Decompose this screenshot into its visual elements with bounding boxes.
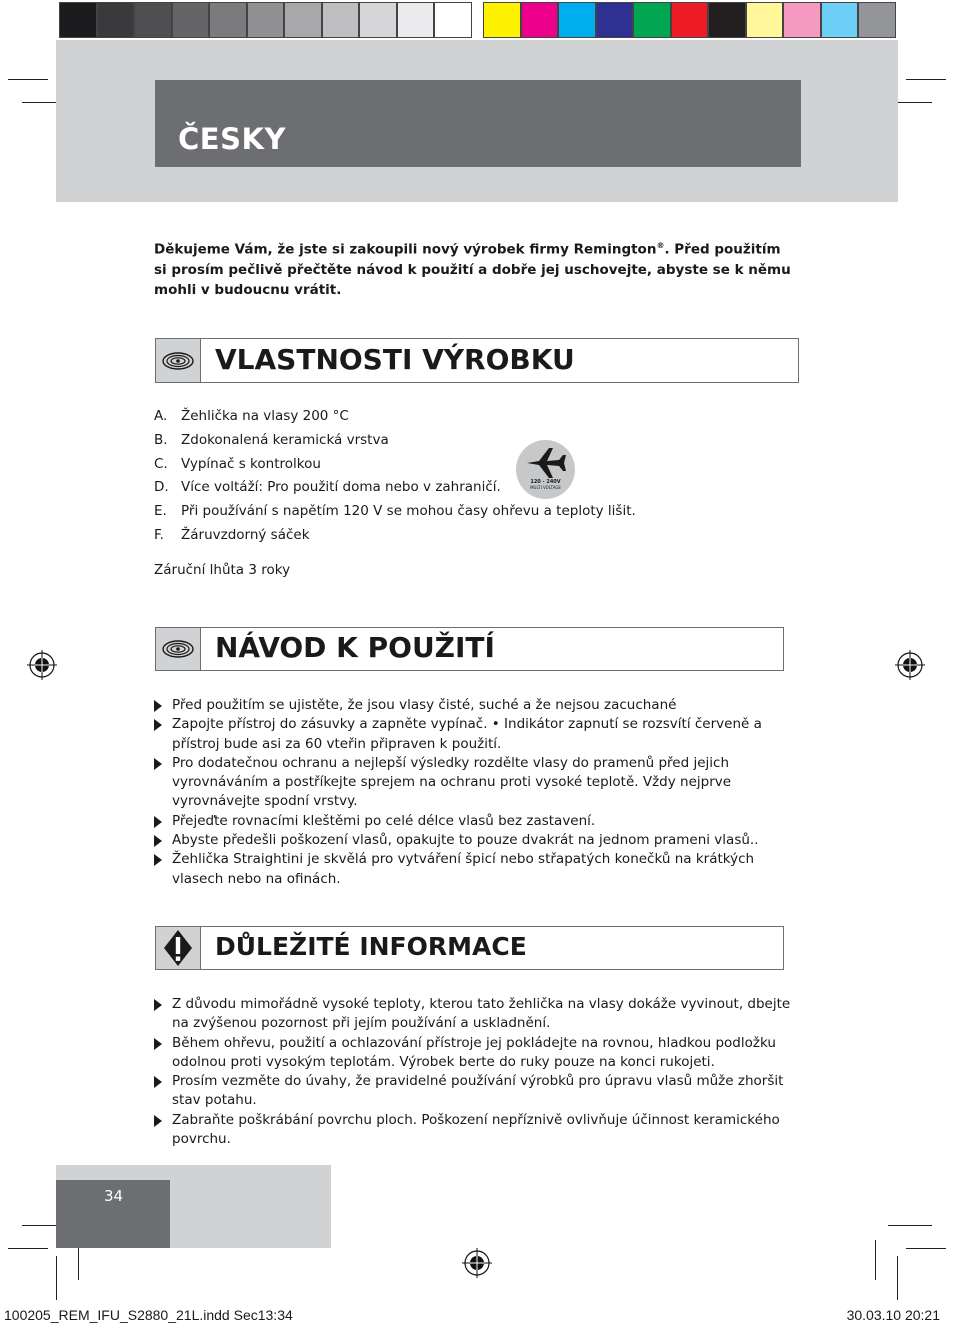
crop-mark [56, 1256, 57, 1300]
section-header-important [155, 926, 784, 970]
footer-date: 30.03.10 20:21 [846, 1307, 940, 1323]
registered-mark: ® [656, 241, 665, 250]
registration-mark-icon [895, 650, 925, 680]
bullet-arrow-icon [154, 816, 162, 828]
feature-letter: F. [154, 527, 164, 543]
list-item-text: Přejeďte rovnacími kleštěmi po celé délce vlasů bez zastavení. [172, 812, 596, 829]
list-item-text: Zapojte přístroj do zásuvky a zapněte vypínač. • Indikátor zapnutí se rozsvítí červeně a přístroj bude asi za 60 vteřin připraven k použití. [172, 716, 762, 752]
feature-letter: C. [154, 456, 168, 472]
bullet-arrow-icon [154, 758, 162, 770]
feature-item [154, 479, 501, 495]
color-swatch [596, 2, 634, 38]
feature-text: Při používání s napětím 120 V se mohou časy ohřevu a teploty lišit. [181, 503, 636, 519]
list-item [154, 812, 804, 831]
crop-mark [8, 79, 48, 80]
multi-voltage-badge [516, 440, 575, 499]
color-swatch [483, 2, 521, 38]
list-item-text: Pro dodatečnou ochranu a nejlepší výsledky rozdělte vlasy do pramenů před jejich vyrovnáváním a postříkejte sprejem na ochranu proti vysoké teplotě. Vždy nejprve vyrovnávejte spodní vrstvy. [172, 754, 732, 810]
badge-label: MULTI VOLTAGE [530, 485, 561, 490]
list-item [154, 696, 804, 715]
bullet-arrow-icon [154, 1038, 162, 1050]
crop-mark [888, 1225, 932, 1226]
crop-mark [875, 1240, 876, 1280]
color-swatch [97, 2, 135, 38]
feature-item [154, 408, 349, 424]
feature-letter: D. [154, 479, 169, 495]
airplane-icon [525, 446, 567, 480]
bullet-arrow-icon [154, 835, 162, 847]
color-swatch [134, 2, 172, 38]
page-number: 34 [104, 1187, 124, 1205]
color-swatch [59, 2, 97, 38]
crop-mark [897, 1256, 898, 1300]
list-item-text: Z důvodu mimořádně vysoké teploty, kterou tato žehlička na vlasy dokáže vyvinout, dbejte na zvýšenou pozornost při jejím používání a uskladnění. [172, 996, 791, 1032]
bullet-arrow-icon [154, 854, 162, 866]
intro-text-cont: . Před použitím si prosím pečlivě přečtěte návod k použití a dobře jej uschovejte, abyste se k němu mohli v budoucnu vrátit. [154, 241, 791, 298]
feature-item [154, 527, 310, 543]
language-title: ČESKY [178, 122, 286, 156]
color-swatch [247, 2, 285, 38]
eye-icon [162, 351, 194, 371]
section-icon-box [156, 628, 201, 670]
list-item [154, 995, 804, 1034]
color-swatch [746, 2, 784, 38]
feature-text: Žáruvzdorný sáček [181, 527, 310, 543]
warning-icon [163, 929, 193, 967]
feature-text: Vypínač s kontrolkou [181, 456, 321, 472]
feature-text: Zdokonalená keramická vrstva [181, 432, 389, 448]
list-item-text: Před použitím se ujistěte, že jsou vlasy čisté, suché a že nejsou zacuchané [172, 697, 677, 713]
list-item [154, 831, 804, 850]
list-item [154, 1034, 804, 1073]
list-item-text: Prosím vezměte do úvahy, že pravidelné používání výrobků pro úpravu vlasů může zhoršit stav potahu. [172, 1073, 784, 1109]
color-swatch [521, 2, 559, 38]
color-swatch [322, 2, 360, 38]
list-item [154, 1072, 804, 1111]
list-item [154, 850, 804, 889]
intro-text: Děkujeme Vám, že jste si zakoupili nový výrobek firmy Remington [154, 241, 657, 258]
color-swatch [558, 2, 596, 38]
section-header-features [155, 338, 799, 383]
color-swatch [434, 2, 472, 38]
list-item [154, 715, 804, 754]
feature-text: Více voltáží: Pro použití doma nebo v zahraničí. [181, 479, 501, 495]
color-swatch [858, 2, 896, 38]
feature-item [154, 456, 321, 472]
warranty-text: Záruční lhůta 3 roky [154, 562, 291, 578]
list-item [154, 754, 804, 812]
crop-mark [906, 79, 946, 80]
feature-text: Žehlička na vlasy 200 °C [181, 408, 349, 424]
section-title: DŮLEŽITÉ INFORMACE [215, 932, 527, 961]
bullet-arrow-icon [154, 999, 162, 1011]
instructions-list [154, 696, 804, 889]
registration-mark-icon [27, 650, 57, 680]
color-swatch [284, 2, 322, 38]
section-icon-box [156, 339, 201, 382]
list-item-text: Abyste předešli poškození vlasů, opakujte to pouze dvakrát na jednom prameni vlasů.. [172, 832, 759, 849]
section-title: VLASTNOSTI VÝROBKU [215, 343, 575, 376]
section-header-instructions [155, 627, 784, 671]
list-item-text: Během ohřevu, použití a ochlazování přístroje jej pokládejte na rovnou, hladkou podložku odolnou proti vysokým teplotám. Výrobek berte do ruky pouze na konci rukojeti. [172, 1034, 776, 1070]
footer-file-info: 100205_REM_IFU_S2880_21L.indd Sec13:34 [4, 1307, 293, 1323]
eye-icon [162, 639, 194, 659]
bullet-arrow-icon [154, 700, 162, 712]
registration-mark-icon [462, 1248, 492, 1278]
color-swatch [397, 2, 435, 38]
crop-mark [906, 1248, 946, 1249]
list-item-text: Žehlička Straightini je skvělá pro vytváření špicí nebo střapatých konečků na krátkých vlasech nebo na ofinách. [172, 851, 755, 887]
feature-item [154, 432, 389, 448]
intro-paragraph [154, 236, 794, 300]
color-swatch [633, 2, 671, 38]
color-swatch [359, 2, 397, 38]
feature-letter: E. [154, 503, 167, 519]
feature-letter: B. [154, 432, 168, 448]
section-icon-box [156, 927, 201, 969]
color-swatch [821, 2, 859, 38]
color-swatch [671, 2, 709, 38]
list-item-text: Zabraňte poškrábání povrchu ploch. Poškození nepříznivě ovlivňuje účinnost keramického povrchu. [172, 1111, 780, 1148]
section-title: NÁVOD K POUŽITÍ [215, 631, 495, 664]
color-swatch [172, 2, 210, 38]
color-swatch [783, 2, 821, 38]
feature-letter: A. [154, 408, 168, 424]
important-list [154, 995, 804, 1149]
list-item [154, 1111, 804, 1150]
color-swatch [209, 2, 247, 38]
crop-mark [8, 1248, 48, 1249]
badge-voltage: 120 - 240V [530, 479, 561, 485]
bullet-arrow-icon [154, 1076, 162, 1088]
color-swatch [708, 2, 746, 38]
bullet-arrow-icon [154, 1115, 162, 1127]
feature-item [154, 503, 636, 519]
bullet-arrow-icon [154, 719, 162, 731]
